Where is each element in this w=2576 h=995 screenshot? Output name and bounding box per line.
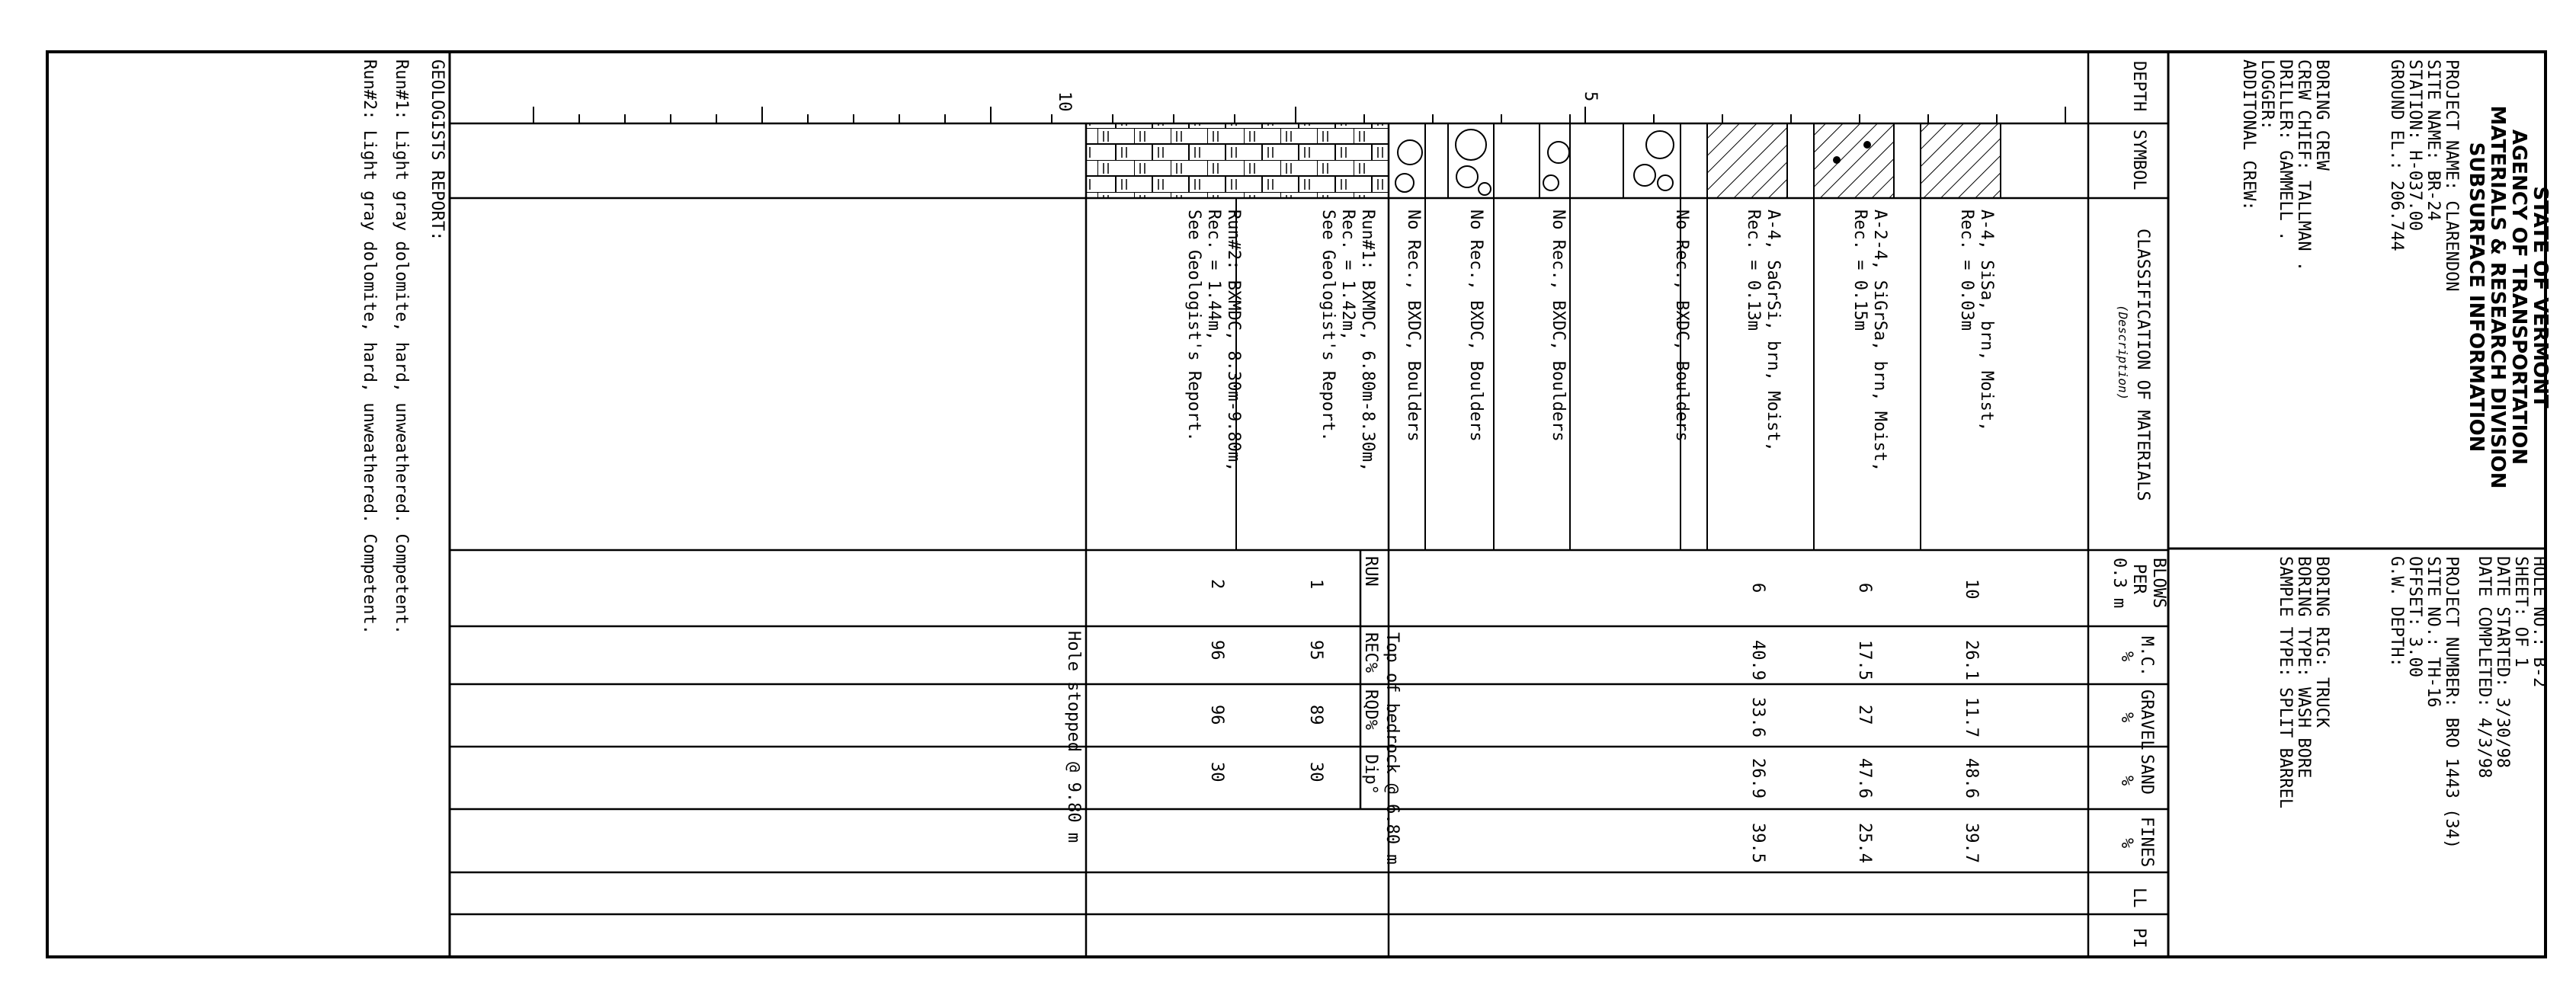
agency-title-2: AGENCY OF TRANSPORTATION	[2507, 129, 2530, 466]
soil-layer-3	[1744, 210, 1783, 863]
boring-crew: BORING CREW	[2312, 59, 2331, 171]
col-gravel-1: GRAVEL	[2137, 689, 2156, 750]
layer-3-blows: 6	[1748, 583, 1767, 593]
layer-2-fines: 25.4	[1855, 823, 1874, 863]
run-1-num: 1	[1306, 579, 1325, 590]
rock-run-label: RUN	[1361, 556, 1380, 587]
layer-3-gravel: 33.6	[1748, 697, 1767, 737]
col-sand-2: %	[2117, 776, 2136, 786]
driller: DRILLER: GAMMELL .	[2276, 59, 2295, 242]
boring-rig: BORING RIG: TRUCK	[2312, 556, 2331, 728]
date-completed: DATE COMPLETED: 4/3/98	[2475, 556, 2494, 779]
layer-2-desc-b: Rec. = 0.15m	[1850, 210, 1870, 331]
col-gravel-2: %	[2117, 712, 2136, 723]
layer-1-desc-a: A-4, SiSa, brn, Moist,	[1977, 210, 1996, 432]
run-1-desc-a: Run#1: BXMDC, 6.80m-8.30m,	[1358, 210, 1377, 472]
col-fines-2: %	[2117, 838, 2136, 849]
geologist-report	[360, 59, 447, 635]
sheet: SHEET: OF 1	[2511, 556, 2530, 667]
col-depth: DEPTH	[2129, 61, 2148, 112]
soil-layer-2	[1850, 210, 1889, 863]
bedrock-symbol	[1086, 123, 1389, 198]
col-fines-1: FINES	[2137, 817, 2156, 868]
boring-type: BORING TYPE: WASH BORE	[2294, 556, 2313, 779]
run-2-num: 2	[1207, 579, 1226, 590]
run-2-desc-a: Run#2: BXMDC, 8.30m-9.80m,	[1224, 210, 1243, 472]
depth-scale	[533, 107, 2065, 123]
col-symbol: SYMBOL	[2129, 130, 2148, 190]
project-number: PROJECT NUMBER: BRO 1443 (34)	[2442, 556, 2461, 849]
layer-1-fines: 39.7	[1962, 823, 1981, 863]
agency-title-4: SUBSURFACE INFORMATION	[2465, 142, 2488, 453]
layer-1-gravel: 11.7	[1962, 697, 1981, 737]
layer-3-mc: 40.9	[1748, 640, 1767, 680]
layer-3-sand: 26.9	[1748, 758, 1767, 798]
rock-rec-label: REC%	[1361, 632, 1380, 673]
no-rec-1: No Rec., BXDC, Boulders	[1672, 210, 1691, 442]
offset: OFFSET: 3.00	[2405, 556, 2424, 677]
soil-symbol-2	[1814, 123, 1894, 198]
run-2-rec: 96	[1207, 640, 1226, 661]
layer-3-desc-b: Rec. = 0.13m	[1744, 210, 1763, 331]
rock-core-header	[1361, 556, 1402, 865]
additional-crew: ADDITONAL CREW:	[2239, 59, 2258, 211]
agency-title-1: STATE OF VERMONT	[2529, 186, 2552, 408]
geologist-report-line-1: Run#1: Light gray dolomite, hard, unweathered. Competent.	[392, 59, 411, 635]
no-rec-2: No Rec., BXDC, Boulders	[1549, 210, 1568, 442]
soil-symbol-1	[1921, 123, 2001, 198]
col-blows-2: PER	[2129, 564, 2148, 594]
layer-3-fines: 39.5	[1748, 823, 1767, 863]
layer-2-blows: 6	[1855, 583, 1874, 593]
geologist-report-title: GEOLOGISTS REPORT:	[428, 59, 447, 242]
run-2-desc-b: Rec. = 1.44m,	[1204, 210, 1223, 341]
agency-title-3: MATERIALS & RESEARCH DIVISION	[2486, 105, 2509, 489]
run-2-dip: 30	[1207, 762, 1226, 782]
no-rec-4: No Rec., BXDC, Boulders	[1404, 210, 1423, 442]
col-ll: LL	[2129, 888, 2148, 908]
site-no: SITE NO.: TH-16	[2424, 556, 2443, 708]
soil-layer-1	[1957, 210, 1996, 863]
crew-chief: CREW CHIEF: TALLMAN .	[2294, 59, 2313, 272]
rock-dip-label: Dip°	[1361, 754, 1380, 795]
layer-2-sand: 47.6	[1855, 758, 1874, 798]
header-block	[2239, 59, 2552, 849]
logger: LOGGER:	[2257, 59, 2276, 130]
layer-1-mc: 26.1	[1962, 640, 1981, 680]
no-rec-3: No Rec., BXDC, Boulders	[1466, 210, 1485, 442]
col-description: (Description)	[2116, 305, 2130, 401]
layer-2-desc-a: A-2-4, SiGrSa, brn, Moist,	[1870, 210, 1889, 472]
layer-1-desc-b: Rec. = 0.03m	[1957, 210, 1976, 331]
col-sand-1: SAND	[2137, 754, 2156, 795]
geologist-report-line-2: Run#2: Light gray dolomite, hard, unweathered. Competent.	[360, 59, 379, 635]
layer-1-sand: 48.6	[1962, 758, 1981, 798]
run-1-rec: 95	[1306, 640, 1325, 661]
sample-type: SAMPLE TYPE: SPLIT BARREL	[2276, 556, 2295, 809]
gw-depth: G.W. DEPTH:	[2387, 556, 2406, 667]
col-pi: PI	[2129, 928, 2148, 949]
site-name: SITE NAME: BR-24	[2424, 59, 2443, 221]
column-headers	[2110, 61, 2168, 949]
col-blows-1: BLOWS	[2149, 558, 2168, 609]
boulder-symbols	[1389, 123, 1680, 198]
project-name: PROJECT NAME: CLARENDON	[2442, 59, 2461, 292]
soil-symbol-3	[1707, 123, 1787, 198]
col-blows-3: 0.3 m	[2110, 558, 2129, 609]
run-1-dip: 30	[1306, 762, 1325, 782]
hole-stopped: Hole stopped @ 9.80 m	[1064, 631, 1083, 843]
run-2-rqd: 96	[1207, 705, 1226, 725]
hole-no: HOLE NO.: B-2	[2530, 556, 2549, 688]
date-started: DATE STARTED: 3/30/98	[2493, 556, 2512, 769]
col-mc-1: M.C.	[2137, 636, 2156, 677]
depth-label-5: 5	[1581, 91, 1600, 102]
run-1-desc-c: See Geologist's Report.	[1318, 210, 1338, 442]
layer-3-desc-a: A-4, SaGrSi, brn, Moist,	[1764, 210, 1783, 452]
top-of-bedrock: Top of bedrock @ 6.80 m	[1383, 632, 1402, 865]
rock-rqd-label: RQD%	[1361, 689, 1380, 730]
run-2	[1184, 210, 1243, 782]
run-1-rqd: 89	[1306, 705, 1325, 725]
run-1-desc-b: Rec. = 1.42m,	[1338, 210, 1357, 341]
station: STATION: H-037.00	[2405, 59, 2424, 232]
col-classification: CLASSIFICATION OF MATERIALS	[2133, 229, 2152, 501]
run-2-desc-c: See Geologist's Report.	[1184, 210, 1203, 442]
layer-2-gravel: 27	[1855, 705, 1874, 725]
depth-label-10: 10	[1055, 91, 1074, 112]
layer-1-blows: 10	[1962, 579, 1981, 600]
ground-el: GROUND EL.: 206.744	[2387, 59, 2406, 251]
col-mc-2: %	[2117, 651, 2136, 662]
layer-2-mc: 17.5	[1855, 640, 1874, 680]
symbol-column	[1086, 123, 2001, 198]
no-rec-layers	[1404, 210, 1691, 442]
